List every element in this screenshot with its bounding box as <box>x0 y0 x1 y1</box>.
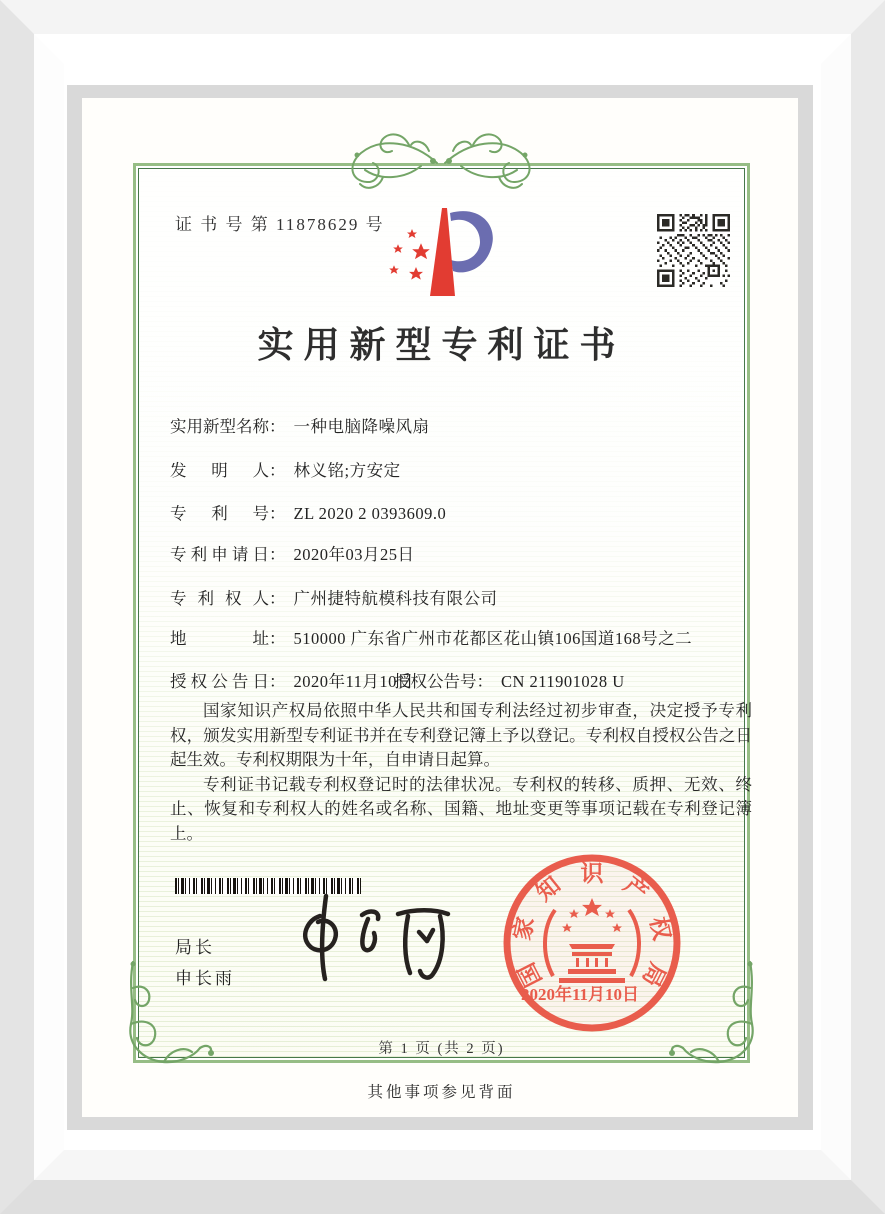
cnipa-logo <box>378 204 498 298</box>
field-value: 广州捷特航模科技有限公司 <box>293 589 498 608</box>
field-value: 510000 广东省广州市花都区花山镇106国道168号之二 <box>293 629 693 648</box>
field-label: 授权公告号 <box>394 672 477 691</box>
field-row-name: 实用新型名称： 一种电脑降噪风扇 <box>170 413 760 437</box>
field-label: 专利号 <box>170 504 269 523</box>
body-paragraph: 专利证书记载专利权登记时的法律状况。专利权的转移、质押、无效、终止、恢复和专利权人的姓名或名称、国籍、地址变更等事项记载在专利登记簿上。 <box>170 774 752 843</box>
signer-name: 申长雨 <box>175 969 235 988</box>
field-value: 2020年11月10日 <box>293 672 414 691</box>
field-label: 专利申请日 <box>170 545 269 564</box>
field-value: 2020年03月25日 <box>293 545 415 564</box>
certificate-paper <box>82 98 798 1117</box>
grant-number-pair: 授权公告号： CN 211901028 U <box>394 672 625 691</box>
signer-title: 局长 <box>175 938 215 957</box>
seal-char: 识 <box>580 861 604 886</box>
seal-char: 产 <box>618 872 653 906</box>
seal-char: 家 <box>509 914 539 943</box>
seal-char: 知 <box>531 872 566 906</box>
field-value: 一种电脑降噪风扇 <box>293 417 430 436</box>
certificate-body <box>170 699 752 846</box>
cnipa-seal <box>497 848 687 1038</box>
seal-char: 局 <box>637 958 671 991</box>
field-row-grant: 授权公告日： 2020年11月10日 授权公告号： CN 211901028 U <box>170 668 760 692</box>
field-row-address: 地址： 510000 广东省广州市花都区花山镇106国道168号之二 <box>170 625 760 649</box>
top-border-ornament <box>321 121 561 205</box>
field-label: 授权公告日 <box>170 672 269 691</box>
certificate-title: 实用新型专利证书 <box>257 325 626 365</box>
field-value: ZL 2020 2 0393609.0 <box>293 504 447 523</box>
back-side-note: 其他事项参见背面 <box>367 1084 516 1101</box>
signature-shen-changyu <box>282 886 462 986</box>
field-row-inventor: 发明人： 林义铭;方安定 <box>170 457 760 481</box>
field-label: 专利权人 <box>170 589 269 608</box>
body-paragraph: 国家知识产权局依照中华人民共和国专利法经过初步审查，决定授予专利权，颁发实用新型专利证书并在专利登记簿上予以登记。专利权自授权公告之日起生效。专利权期限为十年，自申请日起算。 <box>170 701 752 769</box>
seal-char: 权 <box>645 914 675 943</box>
field-value: 林义铭;方安定 <box>293 461 401 480</box>
field-row-patentee: 专利权人： 广州捷特航模科技有限公司 <box>170 585 760 609</box>
field-row-filing-date: 专利申请日： 2020年03月25日 <box>170 541 760 565</box>
certificate-number: 证 书 号 第 11878629 号 <box>175 215 385 234</box>
page-number: 第 1 页 (共 2 页) <box>378 1041 505 1057</box>
seal-date: 2020年11月10日 <box>521 985 640 1004</box>
qr-code <box>657 214 730 287</box>
seal-char: 国 <box>513 958 547 991</box>
field-label: 地址 <box>170 629 269 648</box>
field-label: 发明人 <box>170 461 269 480</box>
field-value: CN 211901028 U <box>501 672 625 691</box>
field-label: 实用新型名称 <box>170 417 269 436</box>
field-row-patent-number: 专利号： ZL 2020 2 0393609.0 <box>170 500 760 524</box>
